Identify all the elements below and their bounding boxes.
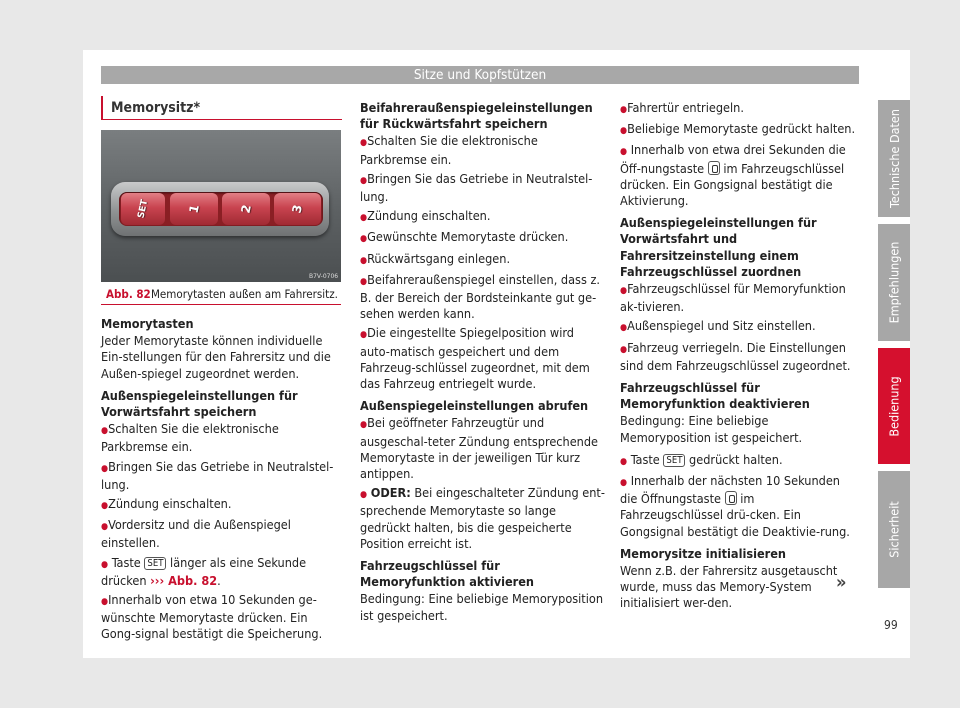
- tab-label: Empfehlungen: [886, 241, 902, 324]
- tab-empfehlungen[interactable]: [878, 224, 910, 341]
- column-2: [360, 100, 606, 630]
- text: länger als eine Sekunde drücken: [101, 554, 307, 588]
- text: Taste: [111, 554, 141, 570]
- list-item: ● Schalten Sie die elektronische Parkbremse ein.: [360, 133, 606, 167]
- list-item: ● Bringen Sie das Getriebe in Neutralstel-lung.: [101, 459, 345, 493]
- caption-text: Memorytasten außen am Fahrersitz.: [151, 287, 338, 301]
- list-item: [620, 142, 860, 209]
- list-item: ● Zündung einschalten.: [360, 208, 606, 226]
- list-item: [101, 555, 345, 589]
- heading-recall-mirror: Außenspiegeleinstellungen abrufen: [360, 398, 589, 414]
- heading-save-reverse: Beifahreraußenspiegeleinstellungen für Rückwärtsfahrt speichern: [360, 100, 593, 132]
- set-key-icon: SET: [663, 454, 685, 467]
- paragraph: Wenn z.B. der Fahrersitz ausgetauscht wurde, muss das Memory-System initialisiert wer-den.: [620, 563, 838, 611]
- list-item: ● Gewünschte Memorytaste drücken.: [360, 229, 606, 247]
- list-item: ● Außenspiegel und Sitz einstellen.: [620, 318, 860, 336]
- text: ODER:: [370, 485, 411, 501]
- tab-sicherheit[interactable]: [878, 471, 910, 588]
- heading-memorytasten: Memorytasten: [101, 316, 194, 331]
- list-item: ● Fahrzeugschlüssel für Memoryfunktion ak-tivieren.: [620, 281, 860, 315]
- key-unlock-icon: [708, 161, 720, 175]
- text: Innerhalb von etwa drei Sekunden die Öff-nungstaste: [620, 142, 846, 176]
- heading-save-forward: Außenspiegeleinstellungen für Vorwärtsfahrt speichern: [101, 387, 298, 420]
- list-item: ● Rückwärtsgang einlegen.: [360, 251, 606, 269]
- list-item: ● Innerhalb von etwa 10 Sekunden ge-wünschte Memorytaste drücken. Ein Gong-signal bestätigt die Speicherung.: [101, 592, 345, 643]
- list-item: ● Fahrzeug verriegeln. Die Einstellungen sind dem Fahrzeugschlüssel zugeordnet.: [620, 340, 860, 374]
- text: Bei eingeschalteter Zündung ent-sprechende Memorytaste so lange gedrückt halten, bis die gespeicherte Position erreicht ist.: [360, 485, 605, 551]
- figure-reference-link[interactable]: ››› Abb. 82: [150, 572, 218, 588]
- figure-caption: [101, 286, 341, 305]
- tab-technische-daten[interactable]: [878, 100, 910, 217]
- text: .: [217, 572, 221, 588]
- list-item: ● Die eingestellte Spiegelposition wird auto-matisch gespeichert und dem Fahrzeug-schlüssel zugeordnet, mit dem das Fahrzeug entriegelt wurde.: [360, 325, 606, 392]
- key-unlock-icon: [725, 491, 737, 505]
- section-title: Memorysitz*: [101, 96, 200, 120]
- list-item: ● Beliebige Memorytaste gedrückt halten.: [620, 121, 860, 139]
- list-item: ● Schalten Sie die elektronische Parkbremse ein.: [101, 421, 345, 455]
- list-item: [620, 452, 860, 470]
- tab-label: Bedienung: [886, 375, 902, 437]
- list-item: ● Bringen Sie das Getriebe in Neutralstel-lung.: [360, 171, 606, 205]
- memory-button-1-image: 1: [170, 193, 218, 225]
- heading-activate-key: Fahrzeugschlüssel für Memoryfunktion aktivieren: [360, 558, 534, 590]
- figure-code: B7V-0706: [309, 273, 339, 280]
- list-item: ● Fahrertür entriegeln.: [620, 100, 860, 118]
- paragraph: Bedingung: Eine beliebige Memoryposition ist gespeichert.: [360, 591, 604, 623]
- chapter-title: Sitze und Kopfstützen: [413, 67, 547, 83]
- list-item: ● Vordersitz und die Außenspiegel einstellen.: [101, 517, 345, 551]
- page-number: 99: [884, 618, 898, 632]
- column-3: [620, 100, 860, 618]
- text: gedrückt halten.: [689, 451, 783, 467]
- figure-memory-buttons: [101, 130, 341, 282]
- caption-label: Abb. 82: [106, 287, 151, 301]
- memory-button-2-image: 2: [222, 193, 270, 225]
- list-item: ● Zündung einschalten.: [101, 496, 345, 514]
- heading-assign-key: Außenspiegeleinstellungen für Vorwärtsfahrt und Fahrersitzeinstellung einem Fahrzeugschlüssel zuordnen: [620, 215, 817, 279]
- paragraph: Jeder Memorytaste können individuelle Ein-stellungen für den Fahrersitz und die Außen-spiegel zugeordnet werden.: [101, 333, 331, 381]
- list-item: [360, 485, 606, 552]
- list-item: [620, 473, 860, 540]
- set-key-icon: SET: [144, 557, 166, 570]
- text: Innerhalb der nächsten 10 Sekunden die Öffnungstaste: [620, 473, 840, 507]
- paragraph: Bedingung: Eine beliebige Memoryposition ist gespeichert.: [620, 413, 803, 445]
- tab-label: Sicherheit: [886, 501, 902, 558]
- heading-initialize: Memorysitze initialisieren: [620, 545, 786, 561]
- section-rule: [101, 119, 342, 120]
- list-item: ● Bei geöffneter Fahrzeugtür und ausgeschal-teter Zündung entsprechende Memorytaste in der jeweiligen Tür kurz antippen.: [360, 415, 606, 482]
- text: im Fahrzeugschlüssel drü-cken. Ein Gongsignal bestätigt die Deaktivie-rung.: [620, 491, 850, 539]
- set-button-image: SET: [121, 193, 165, 225]
- continue-arrow-icon: »: [836, 572, 847, 593]
- tab-label: Technische Daten: [886, 109, 902, 208]
- column-1: [101, 316, 345, 646]
- memory-button-3-image: 3: [274, 193, 321, 225]
- text: im Fahrzeugschlüssel drücken. Ein Gongsignal bestätigt die Aktivierung.: [620, 160, 845, 209]
- tab-bedienung[interactable]: [878, 348, 910, 464]
- heading-deactivate-key: Fahrzeugschlüssel für Memoryfunktion deaktivieren: [620, 380, 810, 412]
- text: Taste: [630, 451, 660, 467]
- list-item: ● Beifahreraußenspiegel einstellen, dass z. B. der Bereich der Bordsteinkante gut ge-sehen werden kann.: [360, 272, 606, 323]
